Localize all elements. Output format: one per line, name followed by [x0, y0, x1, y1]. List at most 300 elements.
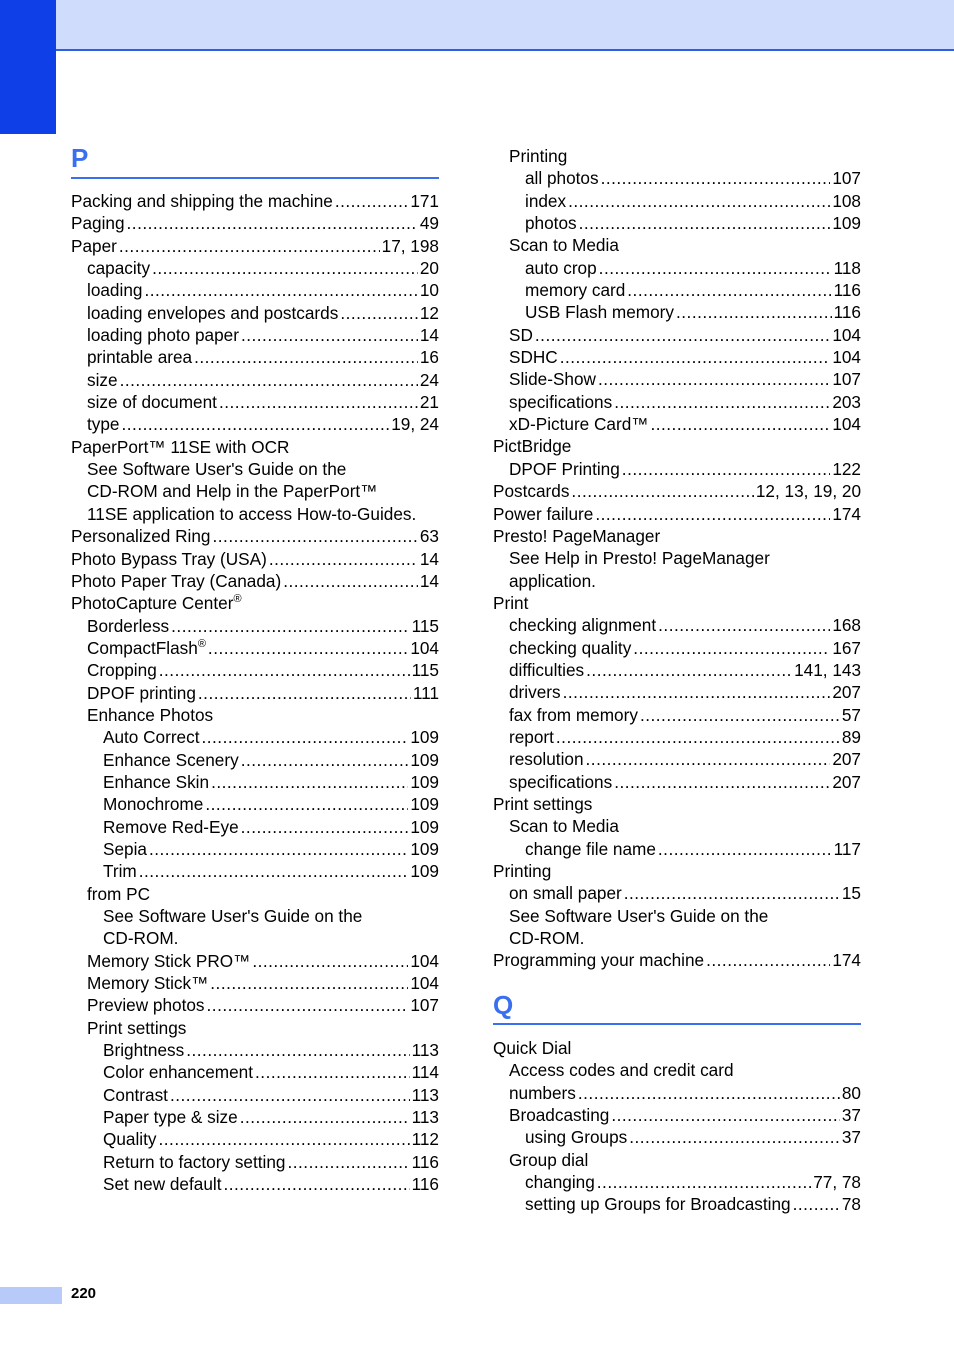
index-entry-term: [103, 1106, 238, 1128]
index-entry: [493, 726, 861, 748]
index-entry-page: 118: [833, 257, 861, 278]
index-entry: [493, 480, 861, 502]
dot-leader: [579, 212, 831, 234]
index-list-q: [493, 1037, 861, 1216]
index-entry: [493, 570, 861, 592]
index-entry-text: Brightness: [103, 1040, 185, 1061]
index-entry-text: loading photo paper: [87, 325, 239, 346]
index-entry-page: 207: [832, 682, 861, 703]
dot-leader: [658, 614, 830, 636]
index-entry-term: [71, 592, 242, 614]
index-entry: [493, 1149, 861, 1171]
dot-leader: [614, 391, 830, 413]
chapter-tab: [0, 0, 56, 134]
dot-leader: [601, 167, 831, 189]
index-entry-text: resolution: [509, 749, 584, 770]
index-entry: [493, 1126, 861, 1148]
index-entry-page: 12: [419, 302, 439, 323]
index-entry-term: [493, 949, 704, 971]
index-entry: [71, 302, 439, 324]
index-entry-term: [103, 860, 137, 882]
index-entry-page: 109: [410, 861, 439, 882]
index-entry: [71, 1106, 439, 1128]
index-entry: [493, 815, 861, 837]
index-entry: [493, 1037, 861, 1059]
index-entry-page: 109: [410, 838, 439, 859]
index-entry-text: report: [509, 726, 554, 747]
index-entry-text: Personalized Ring: [71, 526, 211, 547]
index-entry: [71, 324, 439, 346]
dot-leader: [560, 346, 831, 368]
index-entry-term: [509, 234, 619, 256]
index-list-p-continued: [493, 145, 861, 972]
index-entry-term: [525, 279, 625, 301]
dot-leader: [198, 682, 411, 704]
index-entry-page: 104: [410, 637, 439, 658]
index-entry-text: using Groups: [525, 1127, 628, 1148]
index-entry: [493, 681, 861, 703]
index-entry: [493, 1059, 861, 1081]
dot-leader: [208, 637, 408, 659]
index-entry-page: 114: [411, 1062, 439, 1083]
dot-leader: [287, 1151, 409, 1173]
index-entry-page: 167: [832, 637, 861, 658]
index-entry-text: USB Flash memory: [525, 302, 674, 323]
dot-leader: [211, 771, 408, 793]
index-entry-text: Enhance Scenery: [103, 749, 239, 770]
index-entry: [493, 927, 861, 949]
dot-leader: [223, 1173, 409, 1195]
index-entry-text: See Software User's Guide on the: [87, 459, 347, 480]
index-entry: [493, 882, 861, 904]
index-entry-page: 10: [419, 280, 439, 301]
index-entry: [493, 234, 861, 256]
index-entry-text: DPOF Printing: [509, 458, 620, 479]
index-entry-term: [87, 637, 206, 659]
index-entry-text: specifications: [509, 391, 613, 412]
index-entry: [71, 1084, 439, 1106]
dot-leader: [578, 1082, 840, 1104]
index-entry-term: [87, 324, 239, 346]
dot-leader: [535, 324, 830, 346]
index-entry-text: Programming your machine: [493, 950, 705, 971]
index-entry-text: PhotoCapture Center: [71, 593, 234, 614]
index-entry-text: SD: [509, 324, 533, 345]
index-entry-term: [509, 614, 656, 636]
index-entry-term: [509, 1149, 588, 1171]
index-entry: [71, 637, 439, 659]
index-entry-term: [87, 950, 250, 972]
index-entry: [71, 548, 439, 570]
index-entry-text: Print: [493, 592, 529, 613]
index-entry: [71, 682, 439, 704]
index-entry-page: 203: [832, 391, 861, 412]
index-entry-text: Paper: [71, 235, 117, 256]
index-entry-page: 115: [411, 660, 439, 681]
index-entry: [71, 592, 439, 614]
index-entry-term: [525, 167, 599, 189]
index-entry: [71, 413, 439, 435]
header-band: [0, 0, 954, 51]
index-entry-text: Monochrome: [103, 794, 204, 815]
index-entry-text: auto crop: [525, 257, 597, 278]
index-entry-term: [525, 1193, 791, 1215]
index-entry-page: 14: [419, 548, 439, 569]
index-entry-term: [103, 726, 199, 748]
index-entry-page: 113: [411, 1084, 439, 1105]
index-entry-text: fax from memory: [509, 704, 638, 725]
registered-mark: ®: [197, 637, 206, 650]
index-entry-term: [103, 838, 147, 860]
index-entry-term: [509, 771, 612, 793]
index-entry-text: setting up Groups for Broadcasting: [525, 1194, 791, 1215]
index-entry-page: 109: [410, 749, 439, 770]
index-entry-page: 109: [832, 213, 861, 234]
index-entry-page: 174: [832, 950, 861, 971]
index-entry-term: [87, 615, 169, 637]
index-entry-term: [493, 1037, 571, 1059]
index-entry-text: Power failure: [493, 503, 594, 524]
index-entry-term: [509, 704, 638, 726]
index-entry: [493, 167, 861, 189]
index-entry: [493, 637, 861, 659]
dot-leader: [586, 748, 831, 770]
index-entry-text: Enhance Photos: [87, 704, 214, 725]
index-entry-text: changing: [525, 1172, 595, 1193]
index-entry-text: Preview photos: [87, 995, 205, 1016]
dot-leader: [159, 1128, 410, 1150]
index-entry-text: Print settings: [87, 1017, 187, 1038]
index-entry-term: [509, 815, 619, 837]
index-entry-page: 111: [412, 682, 439, 703]
index-entry-term: [71, 525, 211, 547]
index-entry-term: [525, 838, 656, 860]
section-rule-q: [493, 1023, 861, 1025]
index-entry-text: xD-Picture Card™: [509, 414, 649, 435]
index-entry-term: [87, 302, 338, 324]
index-entry: [71, 1173, 439, 1195]
index-entry-text: Photo Paper Tray (Canada): [71, 570, 282, 591]
dot-leader: [340, 302, 418, 324]
dot-leader: [171, 615, 409, 637]
index-entry-page: 171: [410, 191, 439, 211]
dot-leader: [611, 1104, 840, 1126]
index-entry-page: 116: [411, 1151, 439, 1172]
index-entry-term: [103, 749, 239, 771]
index-entry-text: Scan to Media: [509, 235, 619, 256]
index-entry-term: [87, 503, 416, 525]
index-entry-page: 104: [832, 324, 861, 345]
index-entry-term: [509, 324, 533, 346]
index-entry-text: numbers: [509, 1082, 576, 1103]
index-entry-term: [71, 548, 267, 570]
index-entry-text: memory card: [525, 280, 626, 301]
index-entry-term: [87, 480, 377, 502]
index-entry: [493, 257, 861, 279]
index-entry-text: SDHC: [509, 347, 558, 368]
index-entry-text: capacity: [87, 258, 151, 279]
index-entry: [71, 1017, 439, 1039]
index-entry-text: all photos: [525, 168, 599, 189]
dot-leader: [255, 1061, 410, 1083]
index-entry: [493, 413, 861, 435]
index-entry: [71, 391, 439, 413]
index-entry: [71, 704, 439, 726]
index-entry-text: index: [525, 190, 567, 211]
dot-leader: [252, 950, 408, 972]
index-entry-term: [87, 391, 217, 413]
dot-leader: [194, 346, 418, 368]
index-entry-page: 116: [411, 1174, 439, 1195]
index-entry: [493, 793, 861, 815]
index-entry-page: 113: [411, 1107, 439, 1128]
index-entry-text: specifications: [509, 771, 613, 792]
index-entry: [71, 190, 439, 212]
index-entry: [493, 525, 861, 547]
dot-leader: [658, 838, 832, 860]
index-entry: [71, 1151, 439, 1173]
index-entry: [71, 771, 439, 793]
index-entry-page: 89: [841, 726, 861, 747]
dot-leader: [676, 301, 832, 323]
dot-leader: [568, 190, 830, 212]
index-entry: [71, 1128, 439, 1150]
index-entry-page: 109: [410, 816, 439, 837]
index-entry-term: [509, 637, 631, 659]
index-entry-term: [103, 927, 178, 949]
index-entry: [493, 614, 861, 636]
index-entry: [493, 301, 861, 323]
index-entry: [493, 212, 861, 234]
index-entry-text: Quality: [103, 1129, 157, 1150]
index-entry: [493, 659, 861, 681]
index-entry: [71, 1061, 439, 1083]
index-entry-page: 107: [410, 995, 439, 1016]
index-entry-page: 14: [419, 325, 439, 346]
index-entry-term: [87, 682, 196, 704]
index-entry: [71, 369, 439, 391]
dot-leader: [207, 994, 409, 1016]
index-entry-term: [509, 1059, 734, 1081]
dot-leader: [633, 637, 830, 659]
index-entry: [493, 748, 861, 770]
index-entry: [493, 1193, 861, 1215]
index-entry-term: [525, 257, 597, 279]
index-entry-text: difficulties: [509, 659, 585, 680]
index-entry-text: Memory Stick™: [87, 973, 209, 994]
dot-leader: [556, 726, 840, 748]
index-entry-page: 107: [832, 369, 861, 390]
index-entry: [493, 324, 861, 346]
index-entry-page: 113: [411, 1040, 439, 1061]
index-entry-term: [509, 726, 554, 748]
index-entry-page: 20: [419, 258, 439, 279]
index-entry: [71, 436, 439, 458]
index-entry-term: [103, 816, 239, 838]
dot-leader: [241, 816, 409, 838]
index-entry-text: checking quality: [509, 637, 632, 658]
index-entry: [71, 570, 439, 592]
index-entry-page: 109: [410, 771, 439, 792]
index-entry: [493, 838, 861, 860]
index-entry-text: Return to factory setting: [103, 1151, 286, 1172]
dot-leader: [241, 749, 409, 771]
index-entry-page: 207: [832, 771, 861, 792]
index-entry-term: [103, 1128, 157, 1150]
index-entry-page: 14: [419, 570, 439, 591]
index-entry-term: [509, 1104, 609, 1126]
index-entry-text: drivers: [509, 682, 561, 703]
index-entry-page: 207: [832, 749, 861, 770]
index-entry-page: 109: [410, 727, 439, 748]
index-entry-page: 112: [411, 1129, 439, 1150]
index-entry: [71, 659, 439, 681]
index-entry-text: PictBridge: [493, 436, 572, 457]
index-entry-term: [493, 793, 592, 815]
index-entry-term: [87, 659, 157, 681]
index-entry-text: on small paper: [509, 883, 622, 904]
index-entry-text: Color enhancement: [103, 1062, 254, 1083]
index-entry-text: application.: [509, 570, 596, 591]
index-entry-term: [509, 391, 612, 413]
index-entry-term: [71, 436, 289, 458]
index-entry-page: 108: [832, 190, 861, 211]
dot-leader: [614, 771, 830, 793]
index-entry: [493, 435, 861, 457]
index-entry-page: 122: [832, 458, 861, 479]
dot-leader: [201, 726, 408, 748]
index-entry-term: [525, 301, 674, 323]
index-entry-term: [509, 882, 622, 904]
dot-leader: [571, 480, 753, 502]
index-entry-term: [509, 413, 648, 435]
index-entry: [71, 994, 439, 1016]
dot-leader: [599, 257, 832, 279]
dot-leader: [122, 413, 390, 435]
dot-leader: [595, 503, 830, 525]
index-entry-text: PaperPort™ 11SE with OCR: [71, 436, 290, 457]
index-entry-text: from PC: [87, 883, 151, 904]
index-entry-page: 17, 198: [381, 235, 439, 256]
index-entry-text: size of document: [87, 392, 217, 413]
index-entry-page: 104: [832, 414, 861, 435]
index-entry-text: Paging: [71, 213, 125, 234]
section-letter-p: P: [71, 143, 89, 173]
index-entry: [71, 257, 439, 279]
index-entry: [71, 279, 439, 301]
index-entry: [493, 949, 861, 971]
index-entry: [71, 235, 439, 257]
index-entry-text: See Software User's Guide on the: [509, 905, 769, 926]
index-entry: [493, 905, 861, 927]
index-entry-term: [103, 1173, 221, 1195]
dot-leader: [627, 279, 831, 301]
index-entry-term: [87, 972, 208, 994]
index-entry: [493, 391, 861, 413]
dot-leader: [640, 704, 840, 726]
index-entry-text: Remove Red-Eye: [103, 816, 239, 837]
index-entry-text: Packing and shipping the machine: [71, 191, 333, 211]
index-entry: [71, 458, 439, 480]
index-entry-term: [525, 190, 566, 212]
dot-leader: [120, 369, 418, 391]
index-entry-term: [103, 1084, 168, 1106]
index-entry-text: Broadcasting: [509, 1105, 610, 1126]
dot-leader: [335, 190, 409, 212]
index-entry-term: [87, 257, 150, 279]
index-entry: [493, 860, 861, 882]
index-entry-page: 24: [419, 369, 439, 390]
index-entry: [493, 346, 861, 368]
index-entry-term: [493, 480, 569, 502]
index-entry-term: [493, 525, 660, 547]
index-entry: [71, 905, 439, 927]
index-entry-page: 49: [419, 213, 439, 234]
dot-leader: [149, 838, 408, 860]
index-entry: [71, 860, 439, 882]
index-entry-term: [71, 190, 333, 212]
index-entry-term: [87, 346, 192, 368]
index-entry: [71, 972, 439, 994]
index-entry-page: 80: [841, 1082, 861, 1103]
dot-leader: [213, 525, 418, 547]
index-entry-text: CD-ROM.: [509, 928, 585, 949]
index-entry-term: [525, 212, 577, 234]
index-entry-page: 16: [419, 347, 439, 368]
dot-leader: [624, 882, 840, 904]
index-entry-text: Access codes and credit card: [509, 1060, 734, 1081]
index-entry-term: [509, 570, 596, 592]
index-entry-page: 117: [833, 838, 861, 859]
dot-leader: [205, 793, 408, 815]
index-entry-term: [509, 346, 558, 368]
index-entry-term: [493, 860, 551, 882]
index-entry: [493, 771, 861, 793]
index-entry-text: Group dial: [509, 1149, 589, 1170]
index-entry: [71, 883, 439, 905]
index-entry: [71, 503, 439, 525]
dot-leader: [127, 212, 418, 234]
index-entry-term: [103, 771, 209, 793]
index-entry-term: [87, 369, 118, 391]
index-entry: [71, 480, 439, 502]
dot-leader: [622, 458, 831, 480]
index-entry-page: 104: [410, 950, 439, 971]
index-entry: [493, 503, 861, 525]
index-entry-term: [509, 659, 584, 681]
dot-leader: [629, 1126, 840, 1148]
index-entry-text: Printing: [509, 146, 568, 166]
index-entry-page: 107: [832, 168, 861, 189]
index-entry-term: [509, 905, 768, 927]
index-entry: [493, 368, 861, 390]
dot-leader: [152, 257, 418, 279]
index-entry-text: Sepia: [103, 838, 147, 859]
dot-leader: [210, 972, 408, 994]
index-entry-term: [509, 368, 596, 390]
dot-leader: [563, 681, 831, 703]
index-entry-text: Auto Correct: [103, 727, 200, 748]
index-entry-term: [509, 1082, 576, 1104]
index-entry-page: 21: [419, 392, 439, 413]
index-entry-text: See Software User's Guide on the: [103, 906, 363, 926]
index-entry-term: [103, 905, 362, 927]
index-entry-text: Enhance Skin: [103, 771, 210, 792]
index-entry-page: 104: [832, 347, 861, 368]
dot-leader: [586, 659, 792, 681]
index-entry-text: Print settings: [493, 793, 593, 814]
index-entry-term: [71, 570, 281, 592]
